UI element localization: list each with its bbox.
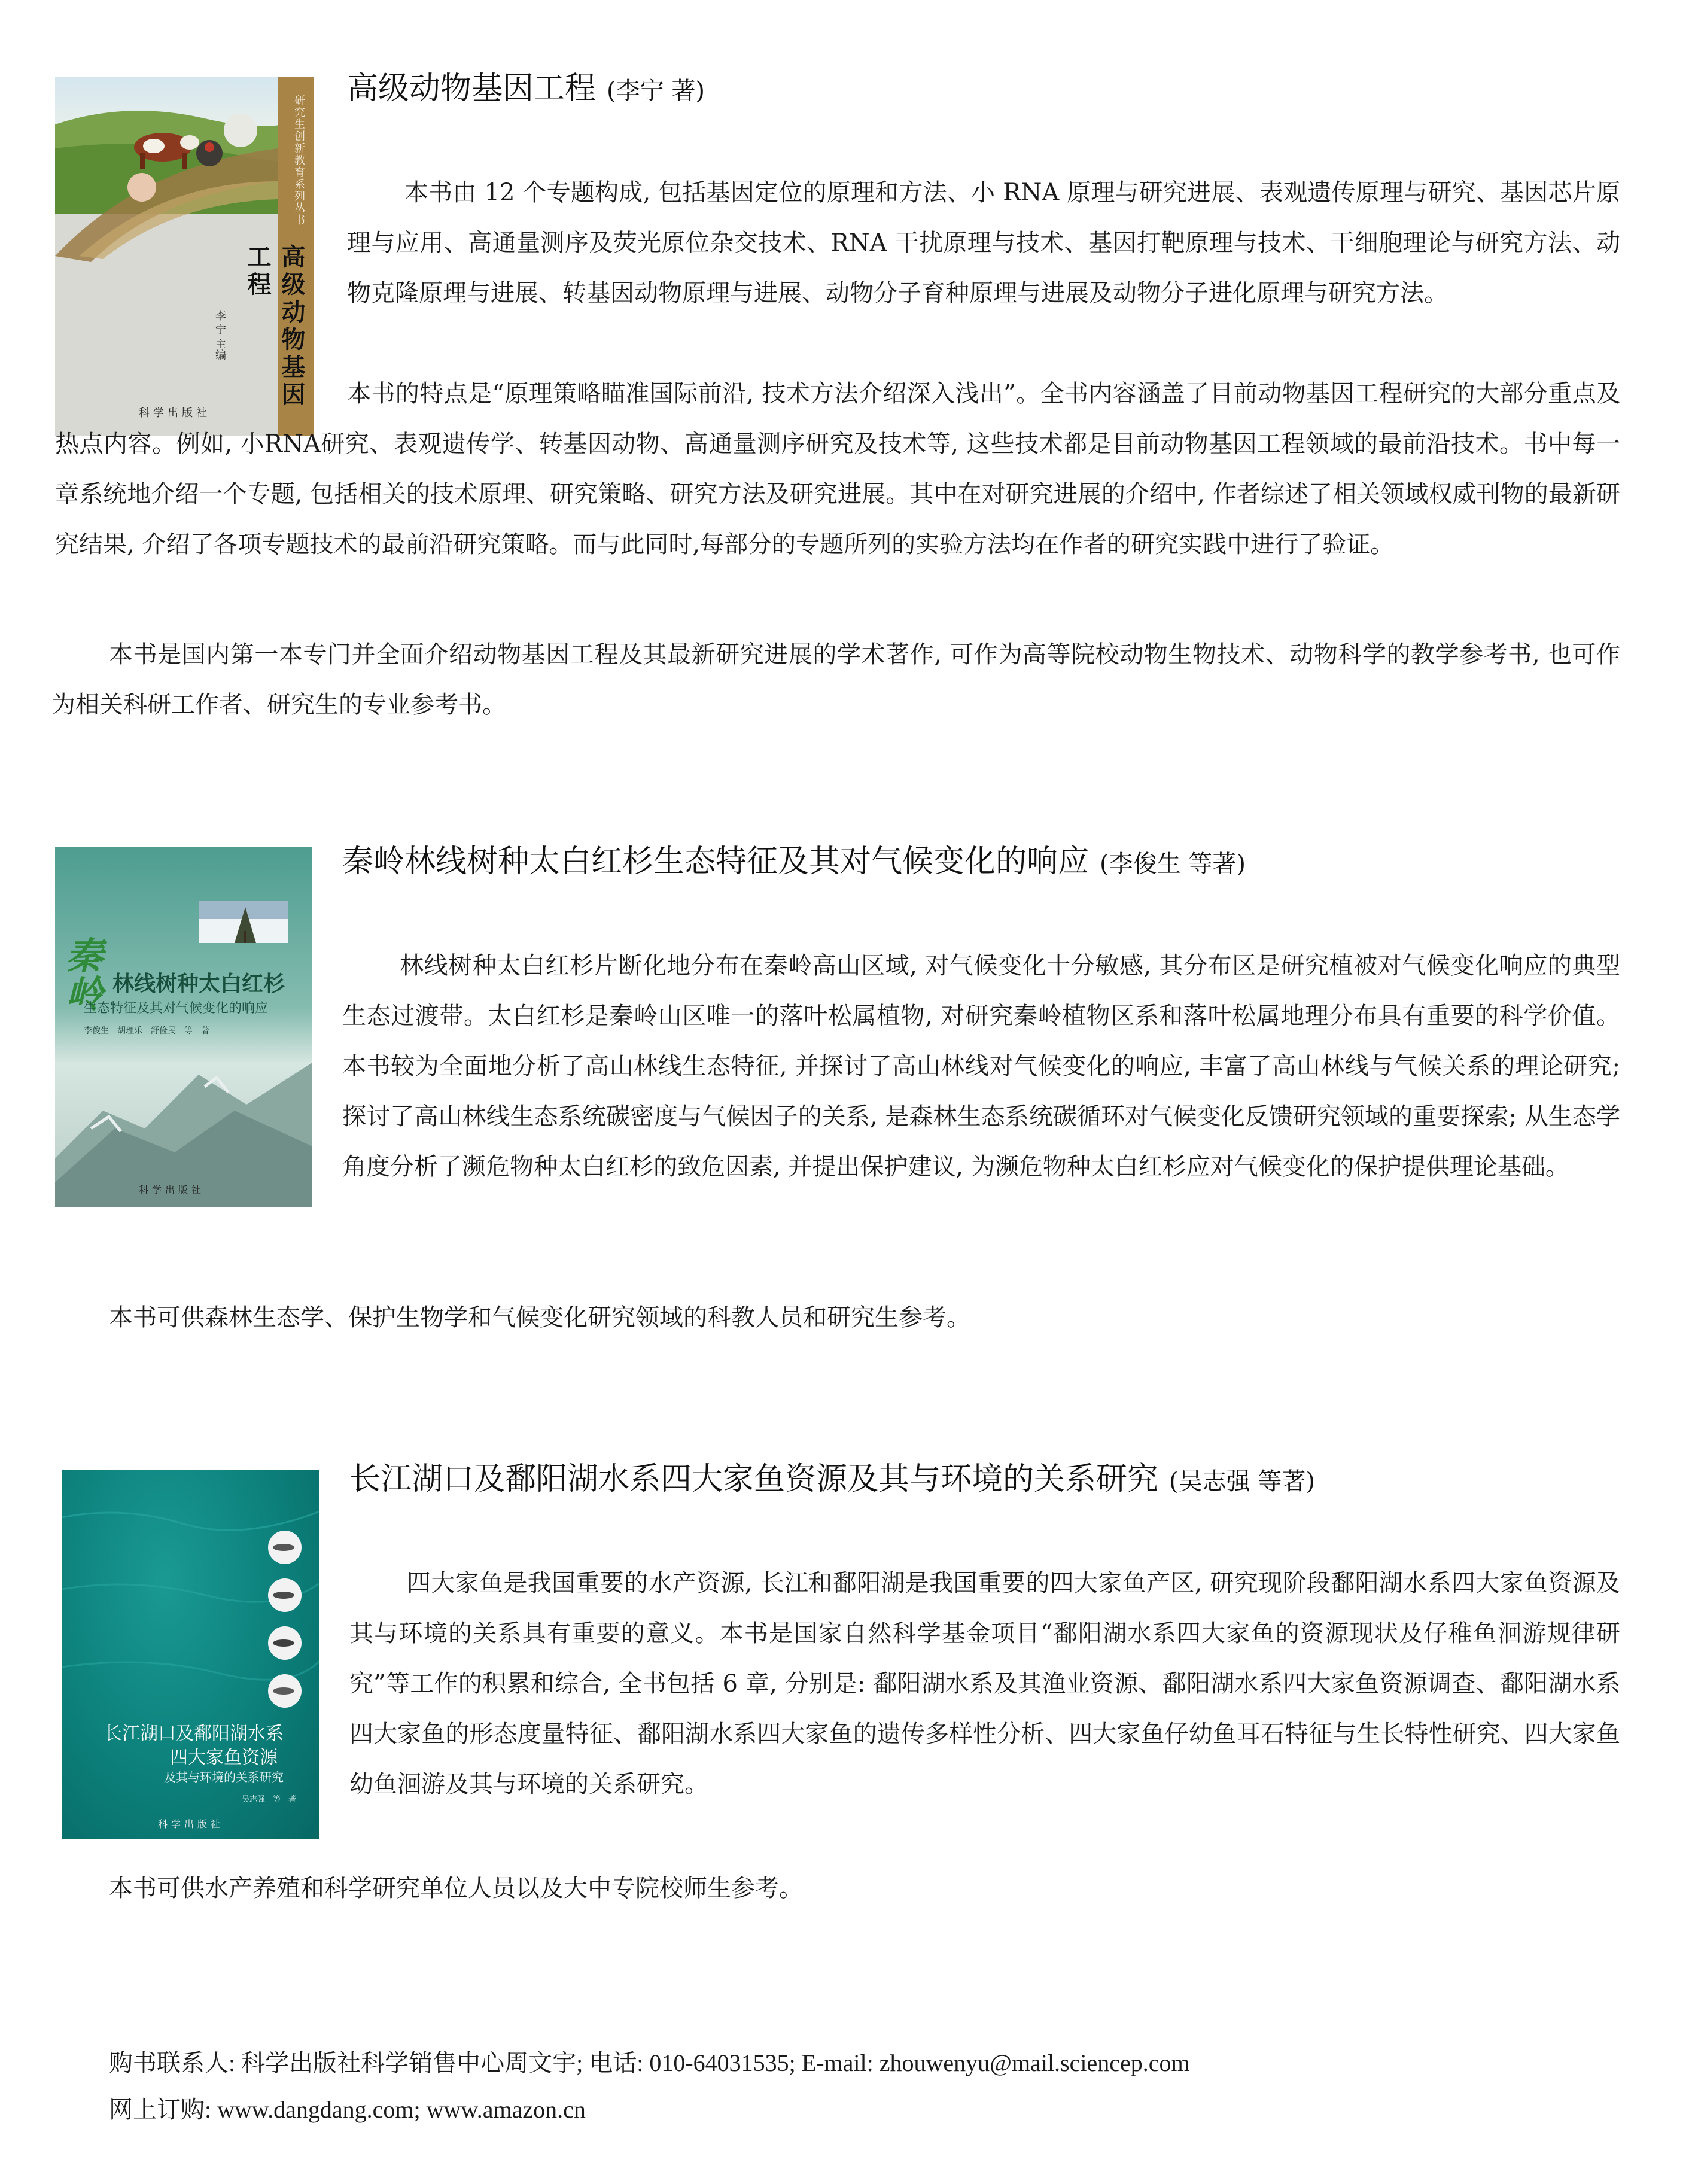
wrap-spacer xyxy=(51,941,342,1242)
book-description: 本书由 12 个专题构成, 包括基因定位的原理和方法、小 RNA 原理与研究进展、表观遗传原理与研究、基因芯片原理与应用、高通量测序及荧光原位杂交技术、RNA 干扰原理与技术、基因打靶原理与技术、干细胞理论与研究方法、动物克隆原理与进展、转基因动物原理与进展、动物分子育种原理与进展及动物分子进化原理与研究方法。 xyxy=(347,179,1620,307)
cover-title: 高级动物基因工程 xyxy=(244,244,306,409)
book-title-text: 高级动物基因工程 xyxy=(347,71,597,107)
book-author: (李俊生 等著) xyxy=(1100,850,1246,878)
cover-authors: 吴志强 等 著 xyxy=(242,1795,297,1804)
paragraph-text: 林线树种太白红杉片断化地分布在秦岭高山区域, 对气候变化十分敏感, 其分布区是研究植被对气候变化响应的典型生态过渡带。太白红杉是秦岭山区唯一的落叶松属植物, 对研究秦岭植物区系和落叶松属地理分布具有重要的科学价值。本书较为全面地分析了高山林线生态特征, 并探讨了高山林线对气候变化的响应, 丰富了高山林线与气候关系的理论研究; 探讨了高山林线生态系统碳密度与气候因子的关系, 是森林生态系统碳循环对气候变化反馈研究领域的重要探索; 从生态学角度分析了濒危物种太白红杉的致危因素, 并提出保护建议, 为濒危物种太白红杉应对气候变化的保护提供理论基础。 xyxy=(342,952,1620,1181)
online-order-line: 网上订购: www.dangdang.com; www.amazon.cn xyxy=(109,2096,586,2123)
book-summary: 本书可供森林生态学、保护生物学和气候变化研究领域的科教人员和研究生参考。 xyxy=(109,1304,970,1331)
fish-icon xyxy=(268,1674,302,1708)
cover-subtitle: 生态特征及其对气候变化的响应 xyxy=(84,1001,269,1016)
book-author: (吴志强 等著) xyxy=(1169,1468,1315,1495)
book-title xyxy=(349,1458,1315,1503)
cover-mark: 秦岭 xyxy=(66,934,104,1016)
cover-authors: 李俊生 胡理乐 舒俭民 等 著 xyxy=(84,1026,209,1036)
cover-publisher: 科学出版社 xyxy=(158,1818,224,1830)
fish-icon xyxy=(268,1531,302,1564)
book-description xyxy=(51,941,1620,1242)
contact-line: 购书联系人: 科学出版社科学销售中心周文宇; 电话: 010-64031535; E-mail: zhouwenyu@mail.sciencep.com xyxy=(109,2049,1190,2076)
book-cover-four-major-carps xyxy=(62,1470,319,1839)
book-author: (李宁 著) xyxy=(607,77,705,105)
book-description xyxy=(55,369,1620,570)
cover-subtitle: 及其与环境的关系研究 xyxy=(164,1770,284,1784)
book-title-text: 长江湖口及鄱阳湖水系四大家鱼资源及其与环境的关系研究 xyxy=(349,1461,1159,1497)
wrap-spacer xyxy=(55,369,347,419)
fish-icon xyxy=(268,1578,302,1612)
cover-publisher: 科学出版社 xyxy=(139,407,211,419)
book-title xyxy=(347,67,705,112)
fish-icon xyxy=(268,1626,302,1660)
cover-series-label: 研究生创新教育系列丛书 xyxy=(293,95,305,226)
book-summary: 本书可供水产养殖和科学研究单位人员以及大中专院校师生参考。 xyxy=(109,1875,803,1902)
cover-title: 林线树种太白红杉 xyxy=(112,971,285,996)
book-title xyxy=(342,840,1246,886)
book-summary: 本书是国内第一本专门并全面介绍动物基因工程及其最新研究进展的学术著作, 可作为高等院校动物生物技术、动物科学的教学参考书, 也可作为相关科研工作者、研究生的专业参考书。 xyxy=(51,641,1620,719)
cover-title-line1: 长江湖口及鄱阳湖水系 xyxy=(104,1723,284,1744)
book-title-text: 秦岭林线树种太白红杉生态特征及其对气候变化的响应 xyxy=(342,844,1090,880)
cover-publisher: 科学出版社 xyxy=(139,1184,205,1196)
cover-editor: 李 宁 主编 xyxy=(214,310,226,360)
book-description: 四大家鱼是我国重要的水产资源, 长江和鄱阳湖是我国重要的四大家鱼产区, 研究现阶段鄱阳湖水系四大家鱼资源及其与环境的关系具有重要的意义。本书是国家自然科学基金项目“鄱阳湖水系四大家鱼的资源现状及仔稚鱼洄游规律研究”等工作的积累和综合, 全书包括 6 章, 分别是: 鄱阳湖水系及其渔业资源、鄱阳湖水系四大家鱼资源调查、鄱阳湖水系四大家鱼的形态度量特征、鄱阳湖水系四大家鱼的遗传多样性分析、四大家鱼仔幼鱼耳石特征与生长特性研究、四大家鱼幼鱼洄游及其与环境的关系研究。 xyxy=(349,1569,1620,1798)
cover-title-line2: 四大家鱼资源 xyxy=(170,1747,278,1768)
paragraph-text: 本书的特点是“原理策略瞄准国际前沿, 技术方法介绍深入浅出”。全书内容涵盖了目前动物基因工程研究的大部分重点及热点内容。例如, 小RNA研究、表观遗传学、转基因动物、高通量测序研究及技术等, 这些技术都是目前动物基因工程领域的最前沿技术。书中每一章系统地介绍一个专题, 包括相关的技术原理、研究策略、研究方法及研究进展。其中在对研究进展的介绍中, 作者综述了相关领域权威刊物的最新研究结果, 介绍了各项专题技术的最前沿研究策略。而与此同时,每部分的专题所列的实验方法均在作者的研究实践中进行了验证。 xyxy=(55,380,1620,558)
